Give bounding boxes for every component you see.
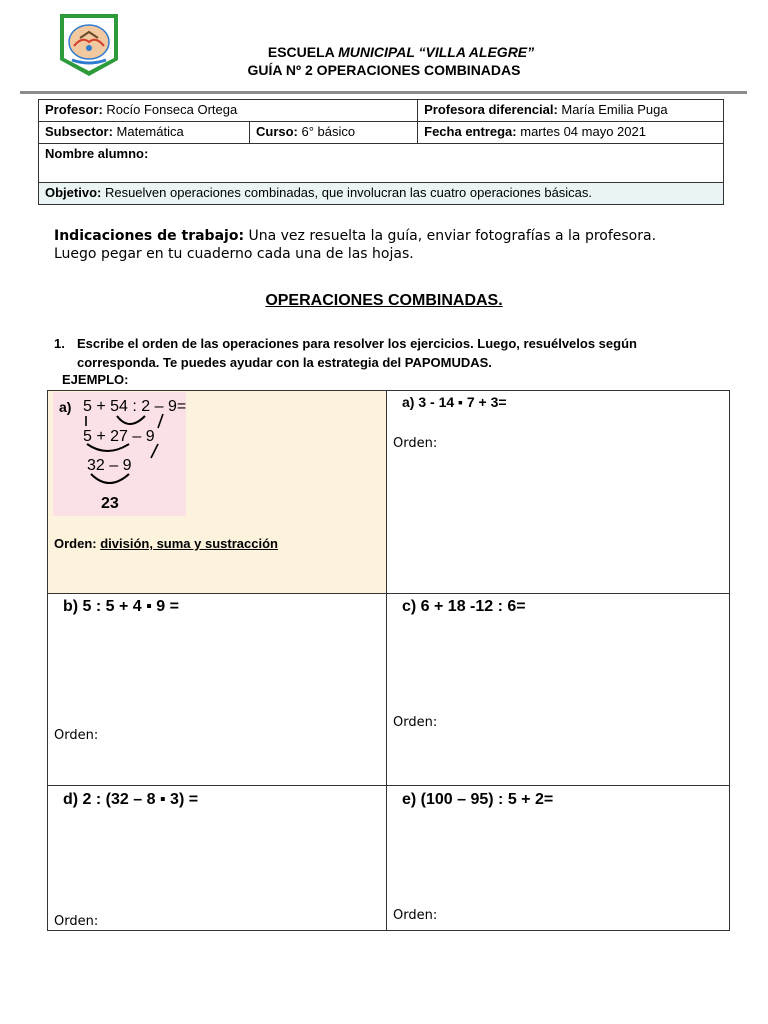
header-divider bbox=[20, 91, 747, 94]
nombre-alumno-cell[interactable]: Nombre alumno: bbox=[39, 144, 724, 183]
example-orden-value: división, suma y sustracción bbox=[100, 536, 278, 551]
example-bracket-marks bbox=[53, 392, 186, 516]
problem-e-orden[interactable]: Orden: bbox=[393, 908, 438, 923]
school-name-prefix: ESCUELA bbox=[267, 44, 339, 60]
grid-vertical-divider bbox=[386, 391, 387, 930]
question-number: 1. bbox=[54, 336, 65, 351]
example-label: EJEMPLO: bbox=[62, 372, 129, 387]
example-line-1: 5 + 54 : 2 – 9= bbox=[83, 398, 187, 415]
example-label-a: a) bbox=[59, 399, 72, 415]
grid-row-divider-1 bbox=[48, 593, 729, 594]
indicaciones-text-1: Una vez resuelta la guía, enviar fotografías a la profesora. bbox=[244, 228, 657, 244]
objetivo-cell: Objetivo: Resuelven operaciones combinadas, que involucran las cuatro operaciones básicas. bbox=[39, 183, 724, 205]
example-result: 23 bbox=[101, 495, 119, 512]
problem-a-orden[interactable]: Orden: bbox=[393, 436, 438, 451]
subsector-cell: Subsector: Matemática bbox=[39, 122, 250, 144]
problem-b: b) 5 : 5 + 4 ▪ 9 = bbox=[63, 598, 179, 615]
example-orden bbox=[54, 536, 278, 551]
guide-title: GUÍA Nº 2 OPERACIONES COMBINADAS bbox=[247, 62, 521, 78]
example-orden-label: Orden: bbox=[54, 536, 101, 551]
curso-cell: Curso: 6° básico bbox=[250, 122, 418, 144]
example-line-3: 32 – 9 bbox=[87, 457, 132, 474]
problem-d-orden[interactable]: Orden: bbox=[54, 914, 99, 929]
fecha-entrega-cell: Fecha entrega: martes 04 mayo 2021 bbox=[418, 122, 724, 144]
example-line-2: 5 + 27 – 9 bbox=[83, 428, 155, 445]
problem-c: c) 6 + 18 -12 : 6= bbox=[402, 598, 526, 615]
problem-d: d) 2 : (32 – 8 ▪ 3) = bbox=[63, 791, 199, 808]
question-1 bbox=[54, 334, 694, 372]
problem-c-orden[interactable]: Orden: bbox=[393, 715, 438, 730]
profesor-cell: Profesor: Rocío Fonseca Ortega bbox=[39, 100, 418, 122]
problem-e: e) (100 – 95) : 5 + 2= bbox=[402, 791, 554, 808]
school-name-italic: MUNICIPAL “VILLA ALEGRE” bbox=[338, 44, 535, 60]
info-table bbox=[38, 99, 724, 205]
grid-row-divider-2 bbox=[48, 785, 729, 786]
school-header bbox=[0, 44, 768, 78]
indicaciones bbox=[54, 227, 744, 263]
indicaciones-label: Indicaciones de trabajo: bbox=[54, 228, 245, 244]
section-title: OPERACIONES COMBINADAS. bbox=[265, 292, 503, 309]
profesora-diferencial-cell: Profesora diferencial: María Emilia Puga bbox=[418, 100, 724, 122]
problem-b-orden[interactable]: Orden: bbox=[54, 728, 99, 743]
question-text: Escribe el orden de las operaciones para resolver los ejercicios. Luego, resuélvelos según corresponda. Te puedes ayudar con la estrategia del PAPOMUDAS. bbox=[77, 336, 637, 370]
problem-a: a) 3 - 14 ▪ 7 + 3= bbox=[402, 394, 507, 410]
indicaciones-text-2: Luego pegar en tu cuaderno cada una de las hojas. bbox=[54, 246, 414, 262]
